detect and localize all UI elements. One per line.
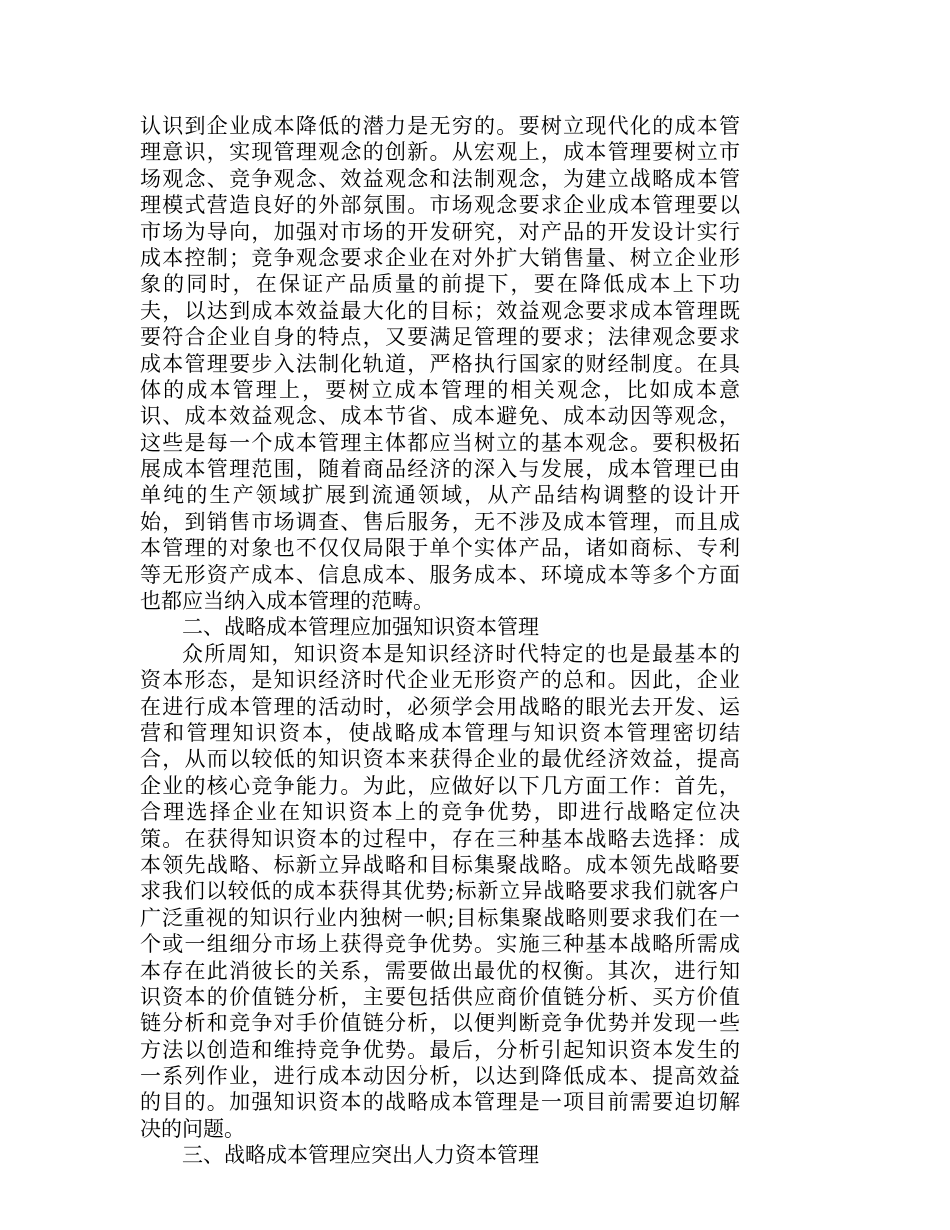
text-line: 认识到企业成本降低的潜力是无穷的。要树立现代化的成本管: [140, 114, 740, 138]
text-line: 也都应当纳入成本管理的范畴。: [140, 589, 434, 614]
text-line: 资本形态，是知识经济时代企业无形资产的总和。因此，企业: [140, 668, 740, 693]
body-text: [140, 113, 740, 1169]
text-line: 本管理的对象也不仅仅局限于单个实体产品，诸如商标、专利: [140, 536, 740, 561]
text-line: 场观念、竞争观念、效益观念和法制观念，为建立战略成本管: [140, 166, 740, 191]
text-line: 识资本的价值链分析，主要包括供应商价值链分析、买方价值: [140, 984, 740, 1009]
text-line: 要符合企业自身的特点，又要满足管理的要求；法律观念要求: [140, 325, 740, 350]
text-line: 合理选择企业在知识资本上的竞争优势，即进行战略定位决: [140, 800, 740, 825]
text-line: 决的问题。: [140, 1116, 245, 1141]
text-line: 等无形资产成本、信息成本、服务成本、环境成本等多个方面: [140, 562, 740, 587]
text-line: 市场为导向，加强对市场的开发研究，对产品的开发设计实行: [140, 219, 740, 244]
paragraph-first-line: 众所周知，知识资本是知识经济时代特定的也是最基本的: [182, 641, 740, 666]
text-line: 链分析和竞争对手价值链分析，以便判断竞争优势并发现一些: [140, 1011, 740, 1036]
text-line: 广泛重视的知识行业内独树一帜;目标集聚战略则要求我们在一: [140, 905, 740, 930]
text-line: 象的同时，在保证产品质量的前提下，要在降低成本上下功: [140, 272, 740, 297]
text-line: 始，到销售市场调查、售后服务，无不涉及成本管理，而且成: [140, 509, 740, 534]
text-line: 夫，以达到成本效益最大化的目标；效益观念要求成本管理既: [140, 298, 740, 323]
text-line: 展成本管理范围，随着商品经济的深入与发展，成本管理已由: [140, 457, 740, 482]
text-line: 一系列作业，进行成本动因分析，以达到降低成本、提高效益: [140, 1064, 740, 1089]
text-line: 合，从而以较低的知识资本来获得企业的最优经济效益，提高: [140, 747, 740, 772]
text-line: 这些是每一个成本管理主体都应当树立的基本观念。要积极拓: [140, 430, 740, 455]
text-line: 策。在获得知识资本的过程中，存在三种基本战略去选择：成: [140, 826, 740, 851]
text-line: 个或一组细分市场上获得竞争优势。实施三种基本战略所需成: [140, 932, 740, 957]
text-line: 的目的。加强知识资本的战略成本管理是一项目前需要迫切解: [140, 1090, 740, 1115]
text-line: 本领先战略、标新立异战略和目标集聚战略。成本领先战略要: [140, 852, 740, 877]
text-line: 企业的核心竞争能力。为此，应做好以下几方面工作：首先，: [140, 773, 740, 798]
section-heading-2: 二、战略成本管理应加强知识资本管理: [182, 615, 539, 640]
text-line: 成本控制；竞争观念要求企业在对外扩大销售量、树立企业形: [140, 245, 740, 270]
text-line: 成本管理要步入法制化轨道，严格执行国家的财经制度。在具: [140, 351, 740, 376]
text-line: 在进行成本管理的活动时，必须学会用战略的眼光去开发、运: [140, 694, 740, 719]
text-line: 单纯的生产领域扩展到流通领域，从产品结构调整的设计开: [140, 483, 740, 508]
text-line: 本存在此消彼长的关系，需要做出最优的权衡。其次，进行知: [140, 958, 740, 983]
text-line: 方法以创造和维持竞争优势。最后，分析引起知识资本发生的: [140, 1037, 740, 1062]
text-line: 理模式营造良好的外部氛围。市场观念要求企业成本管理要以: [140, 193, 740, 218]
text-line: 识、成本效益观念、成本节省、成本避免、成本动因等观念，: [140, 404, 740, 429]
text-line: 体的成本管理上，要树立成本管理的相关观念，比如成本意: [140, 377, 740, 402]
text-line: 求我们以较低的成本获得其优势;标新立异战略要求我们就客户: [140, 879, 740, 904]
text-line: 理意识，实现管理观念的创新。从宏观上，成本管理要树立市: [140, 140, 740, 165]
section-heading-3: 三、战略成本管理应突出人力资本管理: [182, 1143, 539, 1168]
text-line: 营和管理知识资本，使战略成本管理与知识资本管理密切结: [140, 720, 740, 745]
